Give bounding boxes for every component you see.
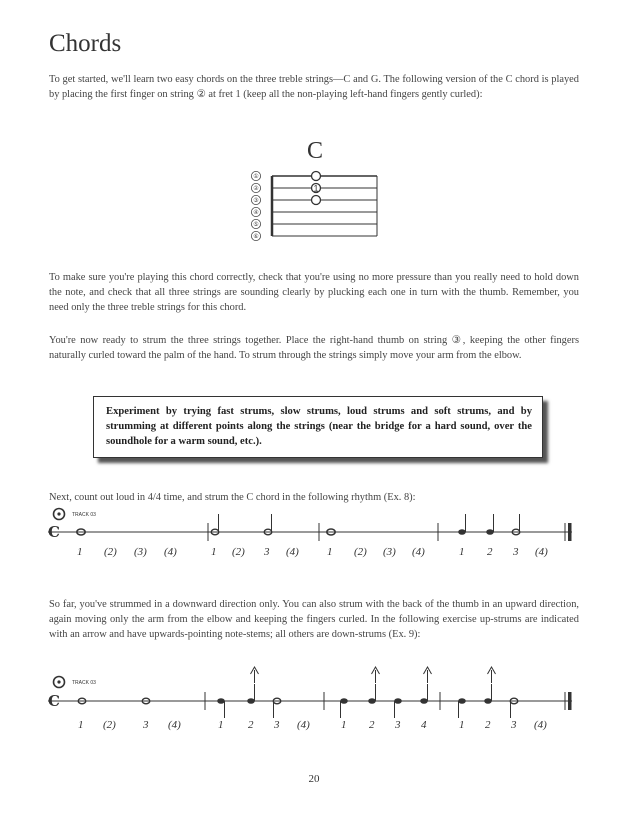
count-ex9-16: (4) [534, 719, 547, 731]
count-ex8-15: 3 [513, 546, 519, 558]
chord-name: C [307, 138, 324, 164]
count-ex9-15: 3 [511, 719, 517, 731]
count-ex9-12: 4 [421, 719, 427, 731]
count-ex8-8: (4) [286, 546, 299, 558]
string-label-4: ④ [253, 209, 259, 217]
paragraph-intro: To get started, we'll learn two easy chords on the three treble strings—C and G. The following version of the C chord is played by placing the first finger on string ② at fret 1 (keep all the non-playing left-hand fingers gently curled): [49, 74, 579, 100]
paragraph-upstrum: So far, you've strummed in a downward direction only. You can also strum with the back of the thumb in an upward direction, again moving only the arm from the elbow and keeping the fingers curled. In the following exercise up-strums are indicated with an arrow and have upwards-pointing note-stems; all others are down-strums (Ex. 9): [49, 599, 579, 640]
paragraph-strum: You're now ready to strum the three strings together. Place the right-hand thumb on string ③, keeping the other fingers naturally curled toward the palm of the hand. To strum through the strings simply move your arm from the elbow. [49, 335, 579, 361]
count-ex9-3: 3 [143, 719, 149, 731]
time-signature-ex9: C [48, 692, 60, 710]
svg-text:1: 1 [313, 183, 319, 194]
string-label-5: ⑤ [253, 221, 259, 229]
count-ex9-1: 1 [78, 719, 84, 731]
tip-callout-text: Experiment by trying fast strums, slow strums, loud strums and soft strums, and by strumming at different points along the strings (near the bridge for a hard sound, over the soundhole for a warm sound, etc.). [106, 406, 532, 447]
count-ex9-5: 1 [218, 719, 224, 731]
string-label-2: ② [253, 185, 259, 193]
count-ex9-9: 1 [341, 719, 347, 731]
string-label-1: ① [253, 173, 259, 181]
count-ex9-7: 3 [274, 719, 280, 731]
string-label-3: ③ [253, 197, 259, 205]
count-ex8-12: (4) [412, 546, 425, 558]
count-ex9-14: 2 [485, 719, 491, 731]
count-ex8-11: (3) [383, 546, 396, 558]
paragraph-count: Next, count out loud in 4/4 time, and strum the C chord in the following rhythm (Ex. 8): [49, 492, 416, 503]
time-signature-ex8: C [48, 523, 60, 541]
count-ex9-4: (4) [168, 719, 181, 731]
string-label-6: ⑥ [253, 233, 259, 241]
count-ex8-10: (2) [354, 546, 367, 558]
count-ex8-5: 1 [211, 546, 217, 558]
track-label-ex9: TRACK 03 [72, 680, 96, 686]
count-ex8-2: (2) [104, 546, 117, 558]
count-ex9-6: 2 [248, 719, 254, 731]
count-ex8-4: (4) [164, 546, 177, 558]
count-ex9-8: (4) [297, 719, 310, 731]
paragraph-check: To make sure you're playing this chord correctly, check that you're using no more pressure than you really need to hold down the note, and check that all three strings are sounding clearly by plucking each one in turn with the thumb. Remember, you need only the three treble strings for this chord. [49, 272, 579, 313]
count-ex8-1: 1 [77, 546, 83, 558]
count-ex9-13: 1 [459, 719, 465, 731]
count-ex8-9: 1 [327, 546, 333, 558]
count-ex8-6: (2) [232, 546, 245, 558]
page-number: 20 [308, 773, 320, 785]
section-heading: Chords [49, 30, 122, 57]
count-ex8-13: 1 [459, 546, 465, 558]
count-ex8-16: (4) [535, 546, 548, 558]
count-ex8-7: 3 [264, 546, 270, 558]
count-ex9-10: 2 [369, 719, 375, 731]
count-ex8-3: (3) [134, 546, 147, 558]
count-ex8-14: 2 [487, 546, 493, 558]
count-ex9-11: 3 [395, 719, 401, 731]
count-ex9-2: (2) [103, 719, 116, 731]
track-label-ex8: TRACK 03 [72, 512, 96, 518]
